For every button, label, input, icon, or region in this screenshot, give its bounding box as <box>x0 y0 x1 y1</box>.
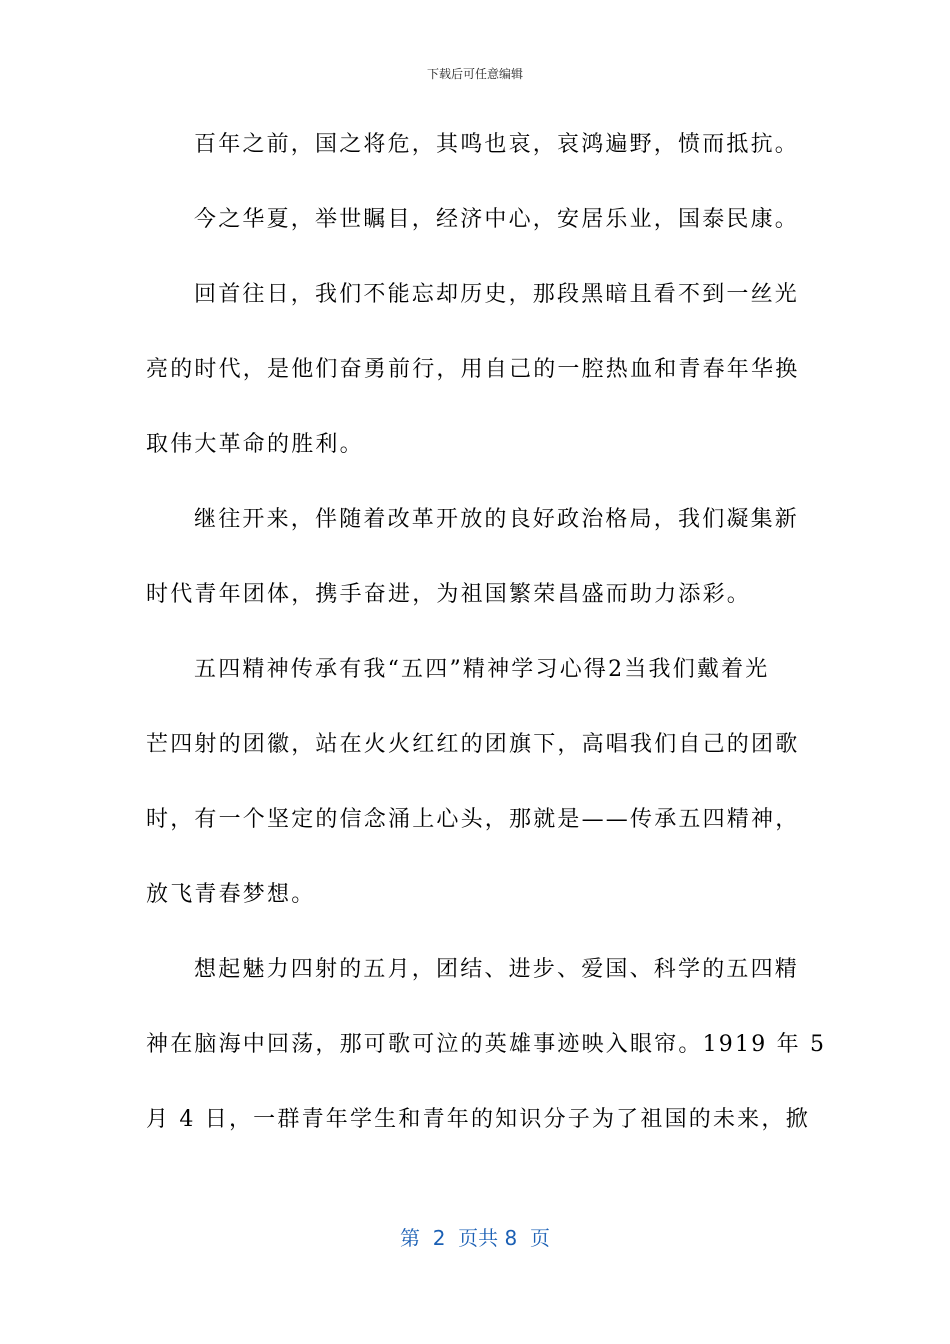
text-line: 继往开来，伴随着改革开放的良好政治格局，我们凝集新 <box>194 507 800 532</box>
document-body <box>146 122 827 1172</box>
text-line: 想起魅力四射的五月，团结、进步、爱国、科学的五四精 <box>194 957 800 982</box>
text-line: 芒四射的团徽，站在火火红红的团旗下，高唱我们自己的团歌 <box>146 732 800 757</box>
text-line: 五四精神传承有我“五四”精神学习心得2当我们戴着光 <box>194 657 770 682</box>
text-line: 今之华夏，举世瞩目，经济中心，安居乐业，国泰民康。 <box>194 207 800 232</box>
text-line: 亮的时代，是他们奋勇前行，用自己的一腔热血和青春年华换 <box>146 357 800 382</box>
text-line: 回首往日，我们不能忘却历史，那段黑暗且看不到一丝光 <box>194 282 800 307</box>
page-header: 下载后可任意编辑 <box>426 67 523 81</box>
text-line: 时代青年团体，携手奋进，为祖国繁荣昌盛而助力添彩。 <box>146 582 752 607</box>
page-number-footer: 第 2 页共 8 页 <box>400 1226 550 1250</box>
text-line: 时，有一个坚定的信念涌上心头，那就是——传承五四精神， <box>146 807 800 832</box>
text-line: 取伟大革命的胜利。 <box>146 432 364 457</box>
text-line: 神在脑海中回荡，那可歌可泣的英雄事迹映入眼帘。1919 年 5 <box>146 1032 827 1057</box>
text-line: 放飞青春梦想。 <box>146 882 316 907</box>
text-line: 百年之前，国之将危，其鸣也哀，哀鸿遍野，愤而抵抗。 <box>194 132 800 157</box>
text-line: 月 4 日，一群青年学生和青年的知识分子为了祖国的未来，掀 <box>146 1107 810 1132</box>
